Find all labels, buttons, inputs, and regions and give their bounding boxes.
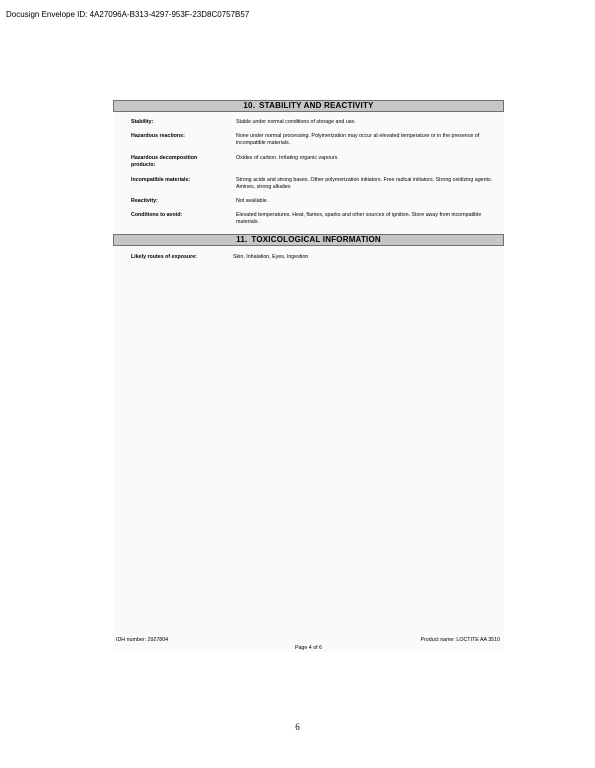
routes-of-exposure-label: Likely routes of exposure: <box>131 254 197 260</box>
reactivity-label: Reactivity: <box>131 198 158 204</box>
stability-label: Stability: <box>131 119 154 125</box>
conditions-to-avoid-label: Conditions to avoid: <box>131 212 183 218</box>
section-10-number: 10. <box>243 101 256 110</box>
conditions-to-avoid-value: Elevated temperatures. Heat, flames, sparks and other sources of ignition. Store away from incompatible materials. <box>236 212 482 225</box>
hazardous-reactions-label: Hazardous reactions: <box>131 133 185 139</box>
stability-value: Stable under normal conditions of storage and use. <box>236 119 356 125</box>
product-name: Product name: LOCTITE AA 3510 <box>420 637 500 643</box>
hazardous-decomposition-label: Hazardous decomposition products: <box>131 155 198 168</box>
incompatible-materials-label: Incompatible materials: <box>131 177 191 183</box>
section-11-header <box>113 234 504 246</box>
hazardous-decomposition-value: Oxides of carbon. Irritating organic vapours. <box>236 155 339 161</box>
section-11-number: 11. <box>236 235 248 244</box>
section-10-header <box>113 100 504 112</box>
section-10-title: STABILITY AND REACTIVITY <box>259 101 374 110</box>
reactivity-value: Not available. <box>236 198 269 204</box>
section-11-title: TOXICOLOGICAL INFORMATION <box>251 235 381 244</box>
page-indicator: Page 4 of 6 <box>294 645 323 651</box>
idh-number: IDH number: 2927804 <box>116 637 169 643</box>
sds-page <box>113 99 504 652</box>
docusign-envelope-id: Docusign Envelope ID: 4A27096A-B313-4297-953F-23D8C0757B57 <box>6 10 250 19</box>
routes-of-exposure-value: Skin, Inhalation, Eyes, Ingestion <box>233 254 309 260</box>
incompatible-materials-value: Strong acids and strong bases. Other polymerization initiators. Free radical initiators. Strong oxidizing agents. Amines, strong alkalies <box>236 177 493 190</box>
page-number: 6 <box>295 722 300 732</box>
hazardous-reactions-value: None under normal processing. Polymerization may occur at elevated temperature or in the presence of incompatible materials. <box>236 133 480 146</box>
